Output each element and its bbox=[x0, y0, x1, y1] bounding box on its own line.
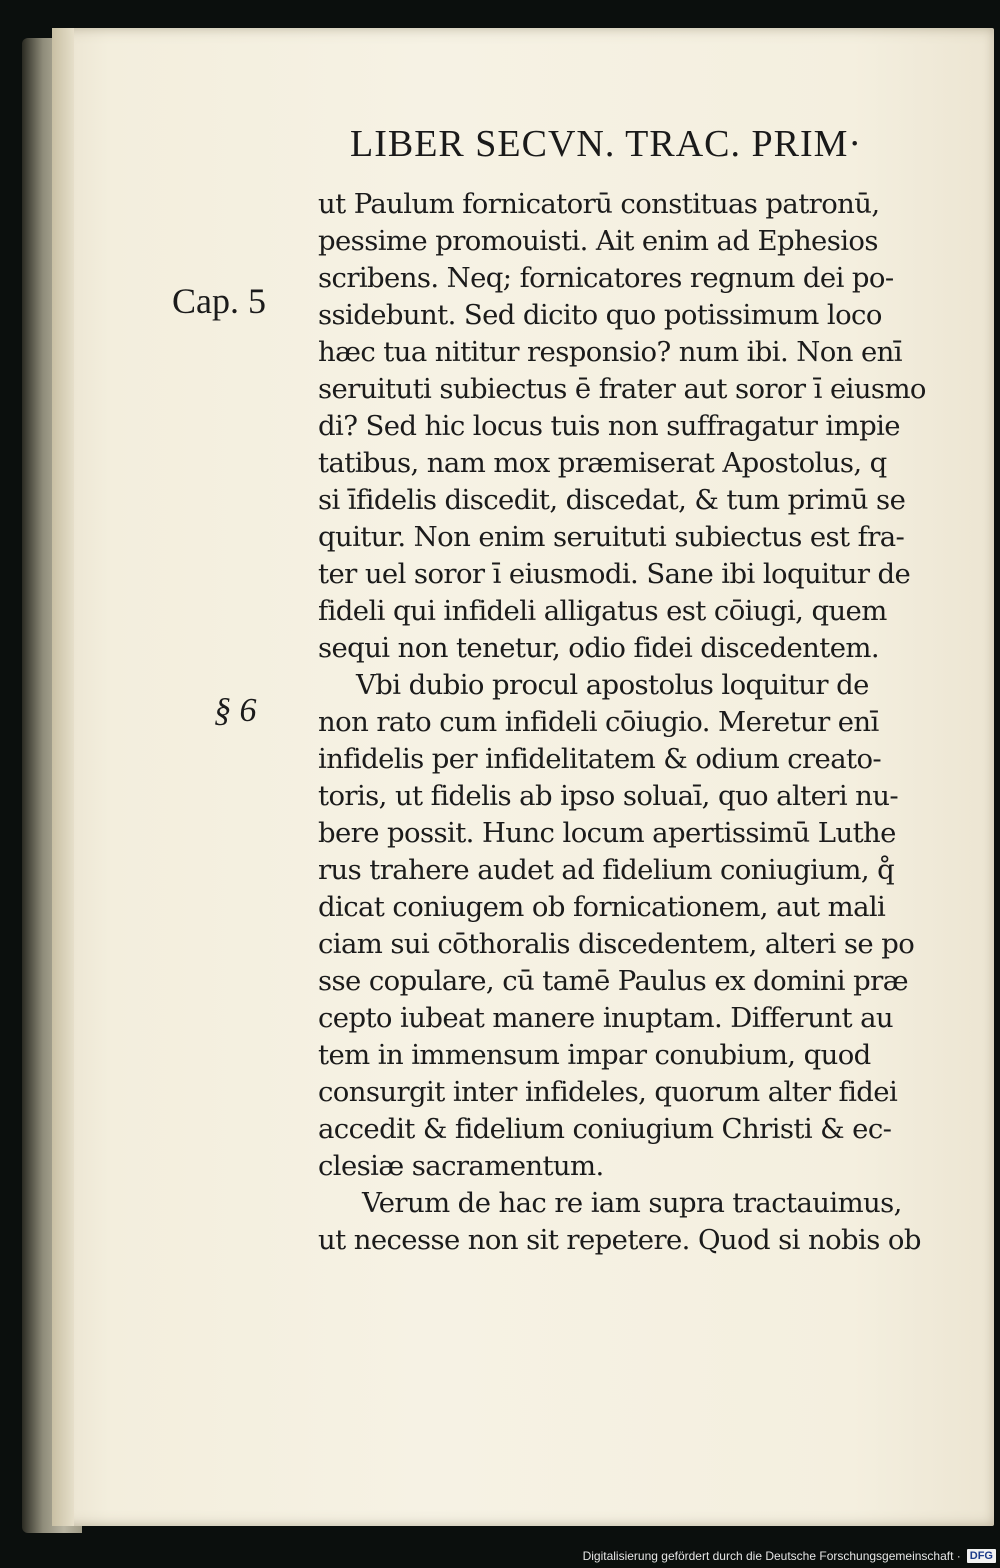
text-line: tem in immensum impar conubium, quod bbox=[318, 1039, 871, 1071]
text-line: cepto iubeat manere inuptam. Differunt au bbox=[318, 1002, 893, 1034]
credit-text: Digitalisierung gefördert durch die Deutsche Forschungsgemeinschaft · bbox=[582, 1549, 961, 1563]
text-line: hæc tua nititur responsio? num ibi. Non enī bbox=[318, 336, 902, 368]
text-line: consurgit inter infideles, quorum alter fidei bbox=[318, 1076, 898, 1108]
text-line: dicat coniugem ob fornicationem, aut mali bbox=[318, 891, 886, 923]
text-line: quitur. Non enim seruituti subiectus est fra- bbox=[318, 521, 905, 553]
text-line: si īfidelis discedit, discedat, & tum primū se bbox=[318, 484, 906, 516]
text-line: rus trahere audet ad fidelium coniugium, q̊ bbox=[318, 854, 895, 886]
text-line: di? Sed hic locus tuis non suffragatur impie bbox=[318, 410, 900, 442]
text-line: scribens. Neq; fornicatores regnum dei po- bbox=[318, 262, 894, 294]
text-line: tatibus, nam mox præmiserat Apostolus, q bbox=[318, 447, 887, 479]
text-line: pessime promouisti. Ait enim ad Ephesios bbox=[318, 225, 878, 257]
text-line: ssidebunt. Sed dicito quo potissimum loco bbox=[318, 299, 882, 331]
text-line: seruituti subiectus ē frater aut soror ī eiusmo bbox=[318, 373, 926, 405]
text-line: accedit & fidelium coniugium Christi & ec- bbox=[318, 1113, 892, 1145]
text-line: bere possit. Hunc locum apertissimū Luthe bbox=[318, 817, 896, 849]
text-line: Vbi dubio procul apostolus loquitur de bbox=[356, 669, 869, 701]
dfg-logo: DFG bbox=[967, 1549, 996, 1563]
text-line: non rato cum infideli cōiugio. Meretur enī bbox=[318, 706, 879, 738]
page-gutter bbox=[52, 28, 74, 1526]
text-line: toris, ut fidelis ab ipso soluaī, quo alteri nu- bbox=[318, 780, 899, 812]
text-line: sequi non tenetur, odio fidei discedentem. bbox=[318, 632, 880, 664]
text-line: ut necesse non sit repetere. Quod si nobis ob bbox=[318, 1224, 921, 1256]
text-line: ut Paulum fornicatorū constituas patronū, bbox=[318, 188, 880, 220]
body-text bbox=[318, 186, 958, 1259]
text-line: ter uel soror ī eiusmodi. Sane ibi loquitur de bbox=[318, 558, 911, 590]
margin-note-chapter: Cap. 5 bbox=[172, 281, 266, 321]
text-line: fideli qui infideli alligatus est cōiugi, quem bbox=[318, 595, 887, 627]
digitization-credit bbox=[583, 1546, 996, 1566]
text-line: ciam sui cōthoralis discedentem, alteri se po bbox=[318, 928, 915, 960]
running-header: LIBER SECVN. TRAC. PRIM· bbox=[350, 123, 863, 165]
text-line: sse copulare, cū tamē Paulus ex domini præ bbox=[318, 965, 908, 997]
text-line: clesiæ sacramentum. bbox=[318, 1150, 604, 1182]
text-line: infidelis per infidelitatem & odium creato- bbox=[318, 743, 882, 775]
text-line: Verum de hac re iam supra tractauimus, bbox=[362, 1187, 902, 1219]
margin-note-paragraph: § 6 bbox=[214, 692, 257, 729]
